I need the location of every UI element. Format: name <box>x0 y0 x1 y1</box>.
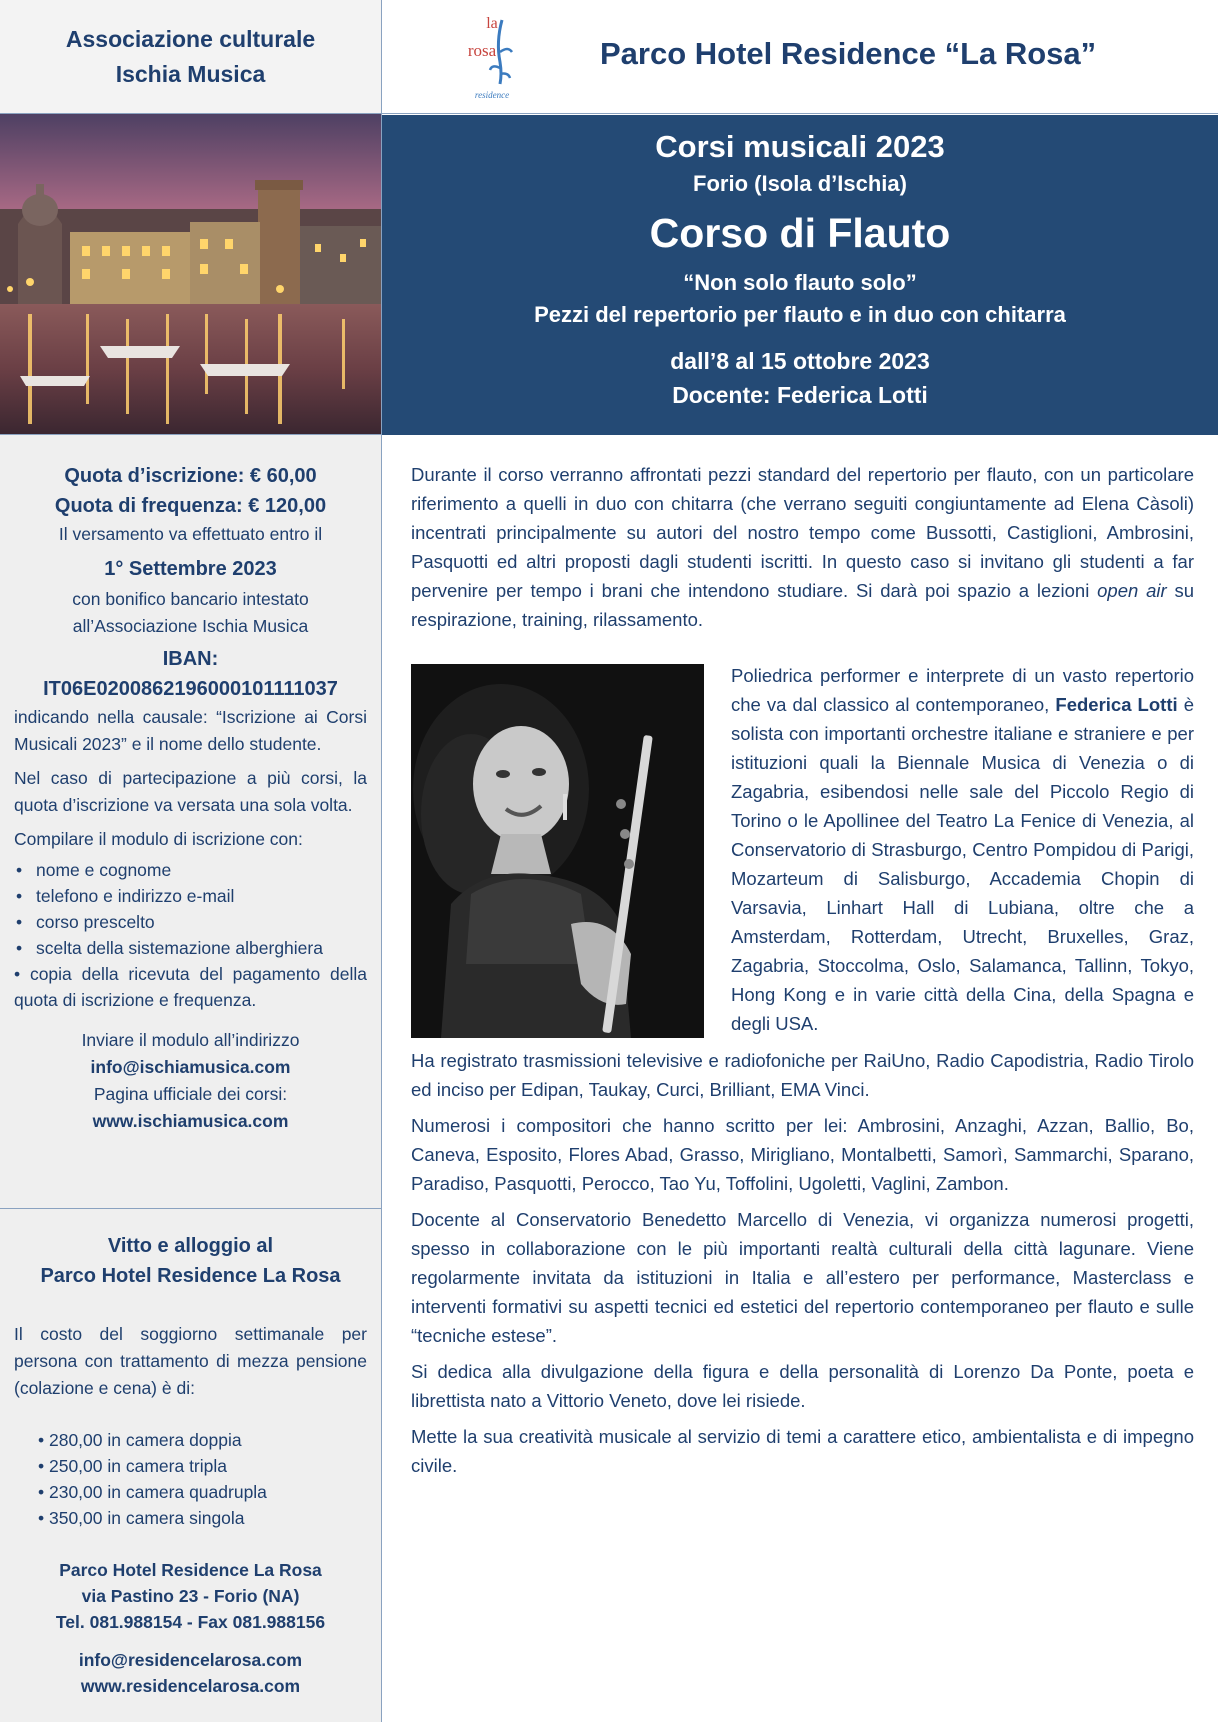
list-item: • scelta della sistemazione alberghiera <box>14 935 367 961</box>
teacher-portrait <box>411 664 704 1038</box>
bio-text-b: è solista con importanti orchestre italiane e straniere e per istituzioni quali la Biennale Musica di Venezia o di Zagabria, esibendosi nelle sale del Piccolo Regio di Torino o le Apollinee del Teatro La Fenice di Venezia, al Conservatorio di Strasburgo, Centro Pompidou di Parigi, Mozarteum di Salisburgo, Accademia Chopin di Varsavia, Linhart Hall di Lubiana, oltre che a Amsterdam, Rotterdam, Utrecht, Bruxelles, Graz, Zagabria, Stoccolma, Oslo, Salamanca, Tallinn, Tokyo, Hong Kong e in varie città della Cina, della Spagna e degli USA. <box>731 694 1194 1034</box>
la-rosa-logo <box>456 12 528 102</box>
list-item: • telefono e indirizzo e-mail <box>14 883 367 909</box>
bank-transfer-line2: all’Associazione Ischia Musica <box>72 616 309 636</box>
association-website-link[interactable]: www.ischiamusica.com <box>92 1111 289 1131</box>
banner-course-title: Corso di Flauto <box>649 210 951 256</box>
intro-paragraph <box>411 460 1194 634</box>
hotel-website-link[interactable]: www.residencelarosa.com <box>80 1676 301 1696</box>
send-form-text: Inviare il modulo all’indirizzo <box>81 1030 300 1050</box>
teaching-paragraph: Docente al Conservatorio Benedetto Marcello di Venezia, vi organizza numerosi progetti, spesso in collaborazione con le più importanti realtà culturali della città lagunare. Viene regolarmente invitata da istituzioni in Italia e all’estero per performance, Masterclass e interventi formativi su aspetti tecnici ed estetici del repertorio contemporaneo per flauto e sulle “tecniche estese”. <box>411 1209 1194 1346</box>
main-content <box>411 460 1194 1487</box>
logo-text-bottom: residence <box>474 90 510 100</box>
payment-deadline-text: Il versamento va effettuato entro il <box>58 524 323 544</box>
payment-reference-text: indicando nella causale: “Iscrizione ai Corsi Musicali 2023” e il nome dello studente. <box>14 707 367 754</box>
left-sidebar <box>0 0 381 1722</box>
bank-transfer-line1: con bonifico bancario intestato <box>72 589 309 609</box>
list-item: • 280,00 in camera doppia <box>38 1430 242 1450</box>
registration-fee: Quota d’iscrizione: € 60,00 <box>64 465 317 487</box>
list-item: • 350,00 in camera singola <box>38 1508 245 1528</box>
hotel-section-title-line2: Parco Hotel Residence La Rosa <box>40 1265 341 1287</box>
hotel-section-title-line1: Vitto e alloggio al <box>107 1235 274 1257</box>
banner-courses-year: Corsi musicali 2023 <box>655 129 945 164</box>
official-page-text: Pagina ufficiale dei corsi: <box>93 1084 288 1104</box>
fees-section <box>0 435 381 1209</box>
intro-text-b: su respirazione, training, rilassamento. <box>411 580 1194 630</box>
list-item: • corso prescelto <box>14 909 367 935</box>
contact-block <box>14 1027 367 1135</box>
logo-text-top: la <box>486 15 498 32</box>
association-email-link[interactable]: info@ischiamusica.com <box>90 1057 291 1077</box>
rose-logo-icon <box>456 12 528 102</box>
list-item: • nome e cognome <box>14 857 367 883</box>
da-ponte-paragraph: Si dedica alla divulgazione della figura e della personalità di Lorenzo Da Ponte, poeta e librettista nato a Vittorio Veneto, dove lei risiede. <box>411 1361 1194 1411</box>
composers-paragraph: Numerosi i compositori che hanno scritto per lei: Ambrosini, Anzaghi, Azzan, Ballio, Bo, Caneva, Esposito, Flores Abad, Grasso, Mirigliano, Montalbetti, Samorì, Sammarchi, Sparano, Paradiso, Pasquotti, Perocco, Tao Yu, Toffolini, Ugoletti, Vaglini, Zambon. <box>411 1115 1194 1194</box>
payment-deadline-date: 1° Settembre 2023 <box>104 558 277 580</box>
iban-label: IBAN: <box>162 648 219 670</box>
banner-subtitle: “Non solo flauto solo” <box>683 270 917 295</box>
banner-description: Pezzi del repertorio per flauto e in duo con chitarra <box>534 302 1066 327</box>
flutist-portrait-image <box>411 664 704 1038</box>
list-item: • 230,00 in camera quadrupla <box>38 1482 267 1502</box>
intro-text-a: Durante il corso verranno affrontati pezzi standard del repertorio per flauto, con un particolare riferimento a quelli in duo con chitarra (che verrano seguiti congiuntamente ad Elena Càsoli) incentrati principalmente su autori del nostro tempo come Bussotti, Castiglioni, Ambrosini, Pasquotti ed altri proposti dagli studenti iscritti. In questo caso si invitano gli studenti a far pervenire per tempo i brani che intendono studiare. Si darà poi spazio a lezioni <box>411 464 1194 601</box>
room-rates-list <box>14 1427 367 1531</box>
banner-teacher: Docente: Federica Lotti <box>672 382 928 408</box>
list-item: • 250,00 in camera tripla <box>38 1456 228 1476</box>
forio-harbor-image <box>0 114 381 435</box>
multiple-courses-text: Nel caso di partecipazione a più corsi, la quota d’iscrizione va versata una sola volta. <box>14 768 367 815</box>
hotel-cost-text: Il costo del soggiorno settimanale per persona con trattamento di mezza pensione (colazione e cena) è di: <box>14 1324 367 1398</box>
hotel-address-name: Parco Hotel Residence La Rosa <box>59 1560 322 1580</box>
form-instructions: Compilare il modulo di iscrizione con: <box>14 829 303 849</box>
hotel-email-link[interactable]: info@residencelarosa.com <box>78 1650 303 1670</box>
civic-commitment-paragraph: Mette la sua creatività musicale al servizio di temi a carattere etico, ambientalista e di impegno civile. <box>411 1426 1194 1476</box>
attendance-fee: Quota di frequenza: € 120,00 <box>54 495 327 517</box>
teacher-name: Federica Lotti <box>1055 694 1178 715</box>
teacher-bio <box>731 661 1194 1038</box>
course-banner <box>382 115 1218 435</box>
hotel-address-street: via Pastino 23 - Forio (NA) <box>81 1586 300 1606</box>
association-header <box>0 0 381 114</box>
form-fields-list <box>14 857 367 1013</box>
iban-code: IT06E0200862196000101111037 <box>43 678 338 700</box>
hotel-section <box>0 1209 381 1699</box>
bio-text-a: Poliedrica performer e interprete di un vasto repertorio che va dal classico al contemporaneo, <box>731 665 1194 715</box>
hotel-web-contacts <box>14 1647 367 1699</box>
banner-dates: dall’8 al 15 ottobre 2023 <box>670 348 930 374</box>
recordings-paragraph: Ha registrato trasmissioni televisive e radiofoniche per RaiUno, Radio Capodistria, Radio Tirolo ed inciso per Edipan, Taukay, Curci, Brilliant, EMA Vinci. <box>411 1050 1194 1100</box>
hotel-title: Parco Hotel Residence “La Rosa” <box>600 36 1097 71</box>
hotel-address <box>14 1557 367 1635</box>
logo-text-mid: rosa <box>467 41 497 60</box>
hotel-address-phone: Tel. 081.988154 - Fax 081.988156 <box>55 1612 326 1632</box>
list-item: • copia della ricevuta del pagamento della quota di iscrizione e frequenza. <box>14 964 367 1010</box>
forio-harbor-photo <box>0 114 381 435</box>
intro-emphasis: open air <box>1097 580 1167 601</box>
association-name-line2: Ischia Musica <box>115 60 266 87</box>
bio-block <box>411 661 1194 1038</box>
association-name-line1: Associazione culturale <box>65 25 316 52</box>
banner-location: Forio (Isola d’Ischia) <box>693 171 907 196</box>
top-header <box>382 0 1218 114</box>
